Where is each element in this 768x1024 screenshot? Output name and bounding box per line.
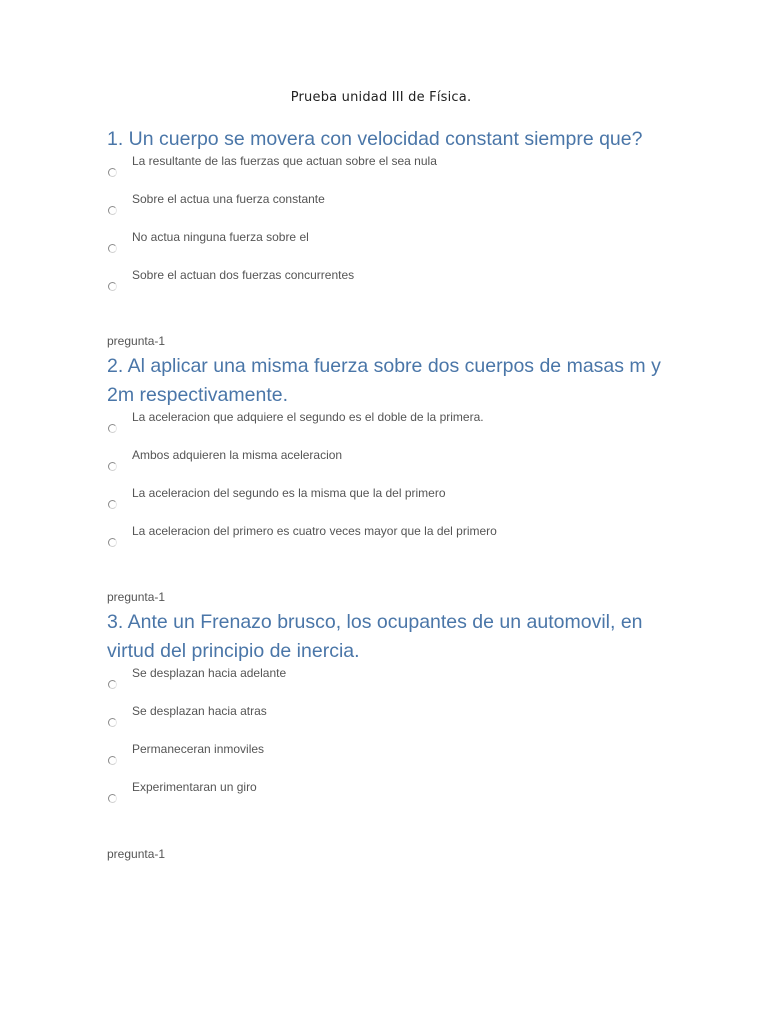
option-label: La resultante de las fuerzas que actuan sobre el sea nula bbox=[132, 154, 437, 168]
option-2a[interactable] bbox=[107, 410, 687, 448]
option-3c[interactable] bbox=[107, 742, 687, 780]
option-1c[interactable] bbox=[107, 230, 687, 268]
radio-button[interactable] bbox=[108, 424, 117, 433]
radio-button[interactable] bbox=[108, 794, 117, 803]
radio-button[interactable] bbox=[108, 718, 117, 727]
option-label: La aceleracion del segundo es la misma que la del primero bbox=[132, 486, 446, 500]
option-label: No actua ninguna fuerza sobre el bbox=[132, 230, 309, 244]
option-2d[interactable] bbox=[107, 524, 687, 562]
option-2b[interactable] bbox=[107, 448, 687, 486]
option-1a[interactable] bbox=[107, 154, 687, 192]
option-label: Se desplazan hacia adelante bbox=[132, 666, 287, 680]
radio-button[interactable] bbox=[108, 538, 117, 547]
radio-button[interactable] bbox=[108, 680, 117, 689]
option-3b[interactable] bbox=[107, 704, 687, 742]
question-text: 1. Un cuerpo se movera con velocidad constant siempre que? bbox=[107, 128, 643, 150]
option-label: La aceleracion del primero es cuatro veces mayor que la del primero bbox=[132, 524, 497, 538]
question-1 bbox=[107, 125, 687, 306]
radio-button[interactable] bbox=[108, 462, 117, 471]
option-label: La aceleracion que adquiere el segundo es el doble de la primera. bbox=[132, 410, 484, 424]
radio-button[interactable] bbox=[108, 282, 117, 291]
question-text: 3. Ante un Frenazo brusco, los ocupantes de un automovil, en virtud del principio de inercia. bbox=[107, 611, 643, 662]
radio-button[interactable] bbox=[108, 244, 117, 253]
option-3a[interactable] bbox=[107, 666, 687, 704]
option-label: Sobre el actua una fuerza constante bbox=[132, 192, 325, 206]
options-list bbox=[107, 154, 687, 306]
option-1d[interactable] bbox=[107, 268, 687, 306]
option-label: Sobre el actuan dos fuerzas concurrentes bbox=[132, 268, 355, 282]
options-list bbox=[107, 666, 687, 818]
option-3d[interactable] bbox=[107, 780, 687, 818]
question-2 bbox=[107, 352, 687, 562]
question-tag: pregunta-1 bbox=[107, 847, 166, 861]
option-2c[interactable] bbox=[107, 486, 687, 524]
option-label: Ambos adquieren la misma aceleracion bbox=[132, 448, 343, 462]
option-1b[interactable] bbox=[107, 192, 687, 230]
radio-button[interactable] bbox=[108, 206, 117, 215]
radio-button[interactable] bbox=[108, 500, 117, 509]
option-label: Se desplazan hacia atras bbox=[132, 704, 267, 718]
radio-button[interactable] bbox=[108, 756, 117, 765]
question-text: 2. Al aplicar una misma fuerza sobre dos cuerpos de masas m y 2m respectivamente. bbox=[107, 355, 661, 406]
question-tag: pregunta-1 bbox=[107, 334, 166, 348]
page-title: Prueba unidad III de Física. bbox=[290, 90, 472, 105]
question-3 bbox=[107, 608, 687, 818]
option-label: Experimentaran un giro bbox=[132, 780, 257, 794]
radio-button[interactable] bbox=[108, 168, 117, 177]
options-list bbox=[107, 410, 687, 562]
question-tag: pregunta-1 bbox=[107, 590, 166, 604]
option-label: Permaneceran inmoviles bbox=[132, 742, 265, 756]
